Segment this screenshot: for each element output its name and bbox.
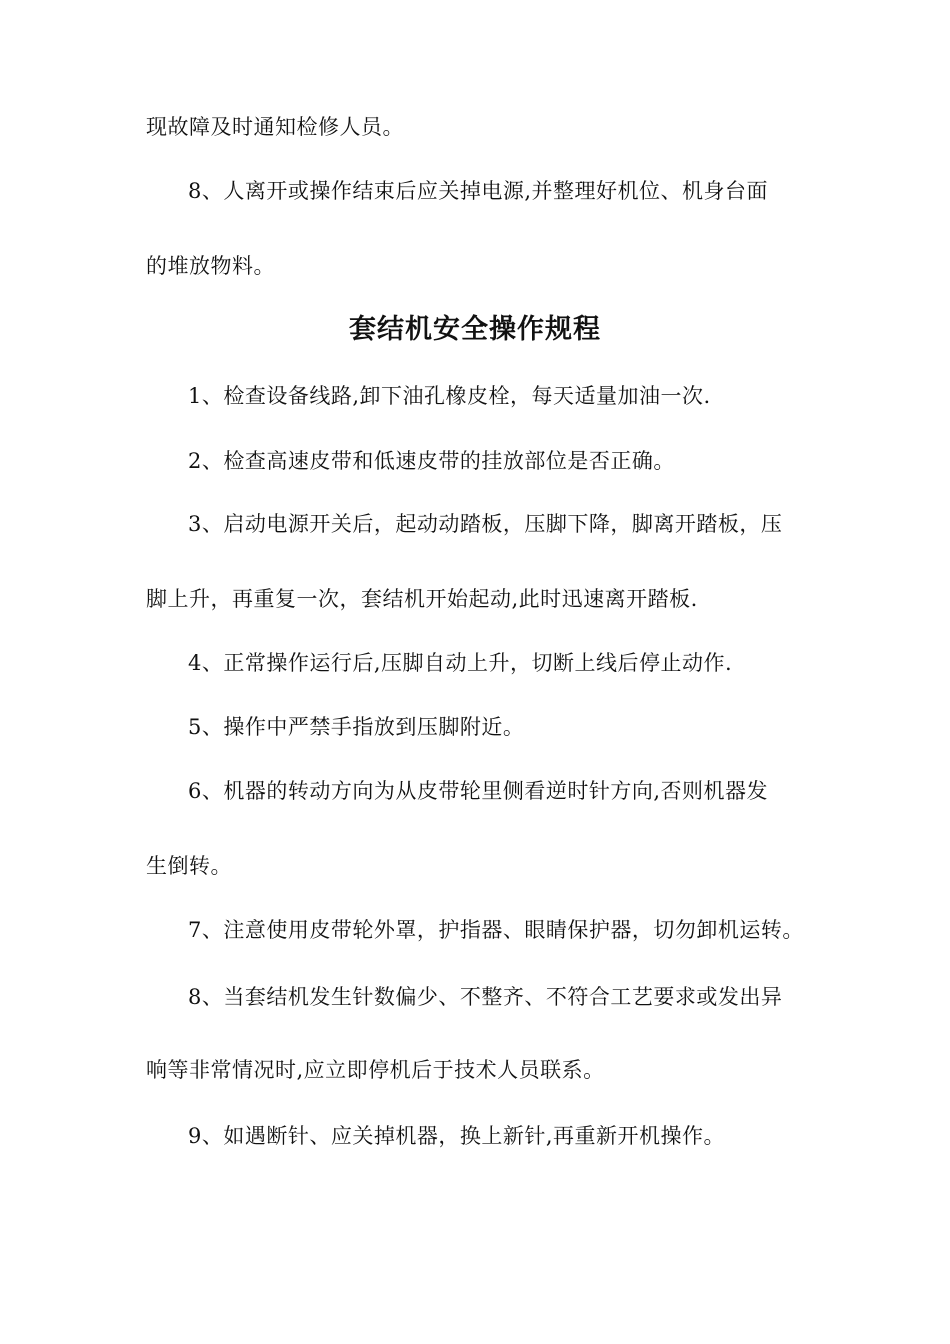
paragraph-line-continuation: 现故障及时通知检修人员。 xyxy=(146,115,404,139)
rule-item-6-line-2: 生倒转。 xyxy=(146,854,232,878)
rule-item-3-line-2: 脚上升，再重复一次，套结机开始起动,此时迅速离开踏板. xyxy=(146,587,698,611)
rule-item-2: 2、检查高速皮带和低速皮带的挂放部位是否正确。 xyxy=(188,449,675,473)
rule-item-6-line-1: 6、机器的转动方向为从皮带轮里侧看逆时针方向,否则机器发 xyxy=(188,779,769,803)
rule-item-9: 9、如遇断针、应关掉机器，换上新针,再重新开机操作。 xyxy=(188,1124,726,1148)
rule-item-8-line-2: 响等非常情况时,应立即停机后于技术人员联系。 xyxy=(146,1058,605,1082)
rule-item-3-line-1: 3、启动电源开关后，起动动踏板，压脚下降，脚离开踏板，压 xyxy=(188,512,783,536)
rule-item-4: 4、正常操作运行后,压脚自动上升，切断上线后停止动作. xyxy=(188,651,733,675)
rule-item-5: 5、操作中严禁手指放到压脚附近。 xyxy=(188,715,525,739)
paragraph-item-8-line-2: 的堆放物料。 xyxy=(146,254,275,278)
rule-item-8-line-1: 8、当套结机发生针数偏少、不整齐、不符合工艺要求或发出异 xyxy=(188,985,783,1009)
rule-item-1: 1、检查设备线路,卸下油孔橡皮栓，每天适量加油一次. xyxy=(188,384,711,408)
section-title: 套结机安全操作规程 xyxy=(349,314,601,345)
rule-item-7: 7、注意使用皮带轮外罩，护指器、眼睛保护器，切勿卸机运转。 xyxy=(188,918,804,942)
paragraph-item-8-line-1: 8、人离开或操作结束后应关掉电源,并整理好机位、机身台面 xyxy=(188,179,769,203)
